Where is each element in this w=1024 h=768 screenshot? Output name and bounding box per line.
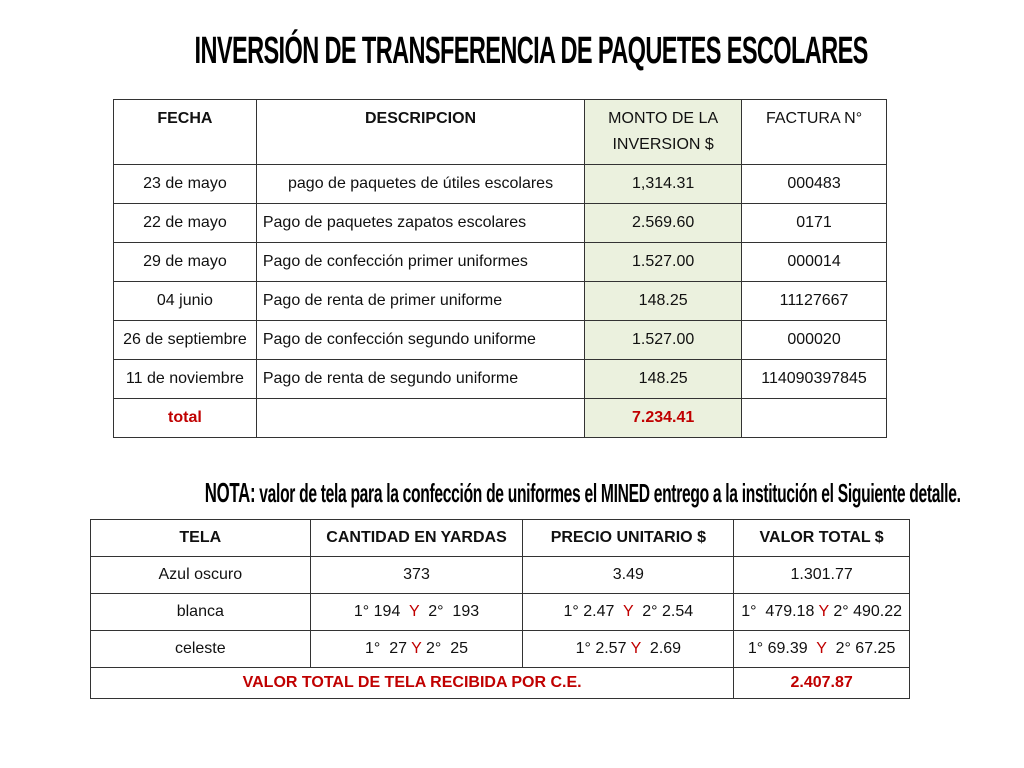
cell-monto: 1.527.00 <box>585 321 742 360</box>
cell-cantidad: 1° 194 Y 2° 193 <box>310 594 523 631</box>
cell-monto: 148.25 <box>585 282 742 321</box>
cell-factura: 000014 <box>742 243 887 282</box>
investment-table <box>113 99 887 438</box>
table-row <box>91 557 910 594</box>
cell-monto: 2.569.60 <box>585 204 742 243</box>
cell-valor: 1.301.77 <box>734 557 910 594</box>
table-row <box>114 204 887 243</box>
cell-descripcion: Pago de confección segundo uniforme <box>256 321 584 360</box>
header-precio: PRECIO UNITARIO $ <box>523 520 734 557</box>
table-row <box>91 594 910 631</box>
cell-precio: 1° 2.57 Y 2.69 <box>523 631 734 668</box>
table-row <box>114 165 887 204</box>
cell-fecha: 29 de mayo <box>114 243 257 282</box>
header-factura: FACTURA N° <box>742 100 887 165</box>
cell-monto: 1,314.31 <box>585 165 742 204</box>
cell-factura: 000020 <box>742 321 887 360</box>
cell-descripcion: Pago de renta de primer uniforme <box>256 282 584 321</box>
note-body: valor de tela para la confección de uniformes el MINED entrego a la institución el Siguiente detalle. <box>255 478 961 508</box>
header-valor: VALOR TOTAL $ <box>734 520 910 557</box>
cell-fecha: 11 de noviembre <box>114 360 257 399</box>
table-row <box>114 360 887 399</box>
cell-tela: blanca <box>91 594 311 631</box>
table-row <box>114 321 887 360</box>
cell-tela: celeste <box>91 631 311 668</box>
header-fecha: FECHA <box>114 100 257 165</box>
total-row <box>91 668 910 699</box>
fabric-table <box>90 519 910 699</box>
cell-tela: Azul oscuro <box>91 557 311 594</box>
cell-factura: 11127667 <box>742 282 887 321</box>
table-row <box>114 243 887 282</box>
cell-valor: 1° 69.39 Y 2° 67.25 <box>734 631 910 668</box>
cell-cantidad: 373 <box>310 557 523 594</box>
cell-fecha: 23 de mayo <box>114 165 257 204</box>
header-descripcion: DESCRIPCION <box>256 100 584 165</box>
header-cantidad: CANTIDAD EN YARDAS <box>310 520 523 557</box>
cell-descripcion: Pago de paquetes zapatos escolares <box>256 204 584 243</box>
cell-factura: 114090397845 <box>742 360 887 399</box>
table-header-row <box>91 520 910 557</box>
cell-fecha: 22 de mayo <box>114 204 257 243</box>
table-row <box>91 631 910 668</box>
note-label: NOTA: <box>204 477 256 508</box>
fabric-total-value: 2.407.87 <box>734 668 910 699</box>
cell-precio: 1° 2.47 Y 2° 2.54 <box>523 594 734 631</box>
cell-cantidad: 1° 27 Y 2° 25 <box>310 631 523 668</box>
note-text <box>204 477 961 509</box>
header-monto: MONTO DE LA INVERSION $ <box>585 100 742 165</box>
total-empty-cell <box>256 399 584 438</box>
cell-monto: 148.25 <box>585 360 742 399</box>
cell-factura: 000483 <box>742 165 887 204</box>
page-title: INVERSIÓN DE TRANSFERENCIA DE PAQUETES ESCOLARES <box>194 30 868 72</box>
table-header-row <box>114 100 887 165</box>
total-label: total <box>114 399 257 438</box>
table-row <box>114 282 887 321</box>
total-empty-cell <box>742 399 887 438</box>
cell-monto: 1.527.00 <box>585 243 742 282</box>
header-tela: TELA <box>91 520 311 557</box>
cell-descripcion: Pago de renta de segundo uniforme <box>256 360 584 399</box>
total-value: 7.234.41 <box>585 399 742 438</box>
total-row <box>114 399 887 438</box>
cell-precio: 3.49 <box>523 557 734 594</box>
cell-factura: 0171 <box>742 204 887 243</box>
fabric-total-label: VALOR TOTAL DE TELA RECIBIDA POR C.E. <box>91 668 734 699</box>
cell-fecha: 04 junio <box>114 282 257 321</box>
cell-descripcion: Pago de confección primer uniformes <box>256 243 584 282</box>
cell-descripcion: pago de paquetes de útiles escolares <box>256 165 584 204</box>
cell-valor: 1° 479.18 Y 2° 490.22 <box>734 594 910 631</box>
cell-fecha: 26 de septiembre <box>114 321 257 360</box>
